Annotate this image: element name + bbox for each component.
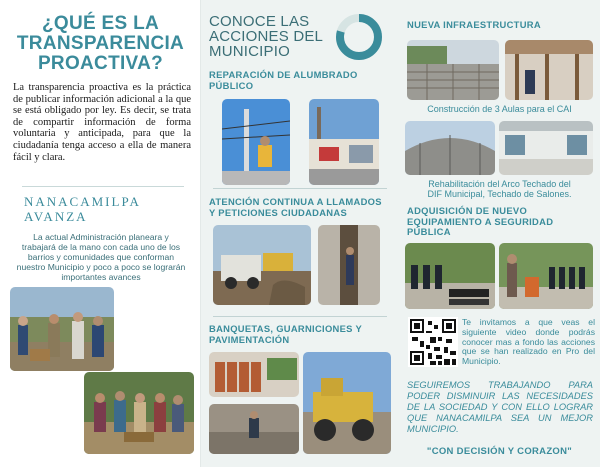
section-lighting-line2: PÚBLICO	[209, 79, 254, 91]
section-security-line3: PÚBLICA	[407, 226, 451, 237]
section-paving-line2: PAVIMENTACIÓN	[209, 333, 290, 345]
photo-meeting-outdoors	[10, 287, 114, 371]
divider	[213, 316, 387, 317]
slogan-heading	[24, 194, 184, 224]
right-panel	[399, 0, 600, 467]
photo-security-equipment-2	[499, 243, 593, 309]
photo-lighting-repair-2	[309, 99, 379, 185]
section-lighting-line1: REPARACIÓN DE ALUMBRADO	[209, 69, 358, 80]
section-petitions-line2: Y PETICIONES CIUDADANAS	[209, 206, 347, 218]
photo-security-equipment-1	[405, 243, 495, 309]
photo-lighting-repair-1	[222, 99, 290, 185]
photo-dif-arch-roof	[405, 121, 495, 175]
section-petitions-heading	[209, 197, 393, 218]
left-panel	[0, 0, 199, 467]
section-infrastructure-heading: NUEVA INFRAESTRUCTURA	[407, 19, 541, 30]
caption-classrooms: Construcción de 3 Aulas para el CAI	[427, 104, 572, 114]
photo-road-grader	[303, 352, 391, 454]
section-petitions-line1: ATENCIÓN CONTINUA A LLAMADOS	[209, 196, 382, 207]
administration-paragraph: La actual Administración planeara y trabajará de la mano con cada uno de los barrios y comunidades que conforman nuestro Municipio y poco a poco se lograrán importantes avances	[16, 232, 186, 282]
section-security-line2: EQUIPAMIENTO A SEGURIDAD	[407, 215, 554, 227]
photo-trench-work	[318, 225, 380, 305]
intro-paragraph: La transparencia proactiva es la práctica de publicar información adicional a la que se está obligado por ley. Es decir, se trata de compartir información de forma voluntaria y anticipada, para que la ciudadanía tenga acceso a ella de manera fácil y clara.	[13, 82, 191, 163]
main-heading	[8, 14, 193, 74]
slogan-line2: AVANZA	[24, 209, 88, 224]
photo-classroom-construction-1	[407, 40, 499, 100]
main-heading-line2: TRANSPARENCIA	[16, 33, 185, 54]
section-security-line1: ADQUISICIÓN DE NUEVO	[407, 205, 528, 216]
main-heading-line3: PROACTIVA?	[37, 53, 164, 74]
divider	[213, 188, 387, 189]
section-lighting-heading	[209, 70, 393, 91]
qr-code-icon[interactable]	[408, 317, 458, 367]
section-paving-line1: BANQUETAS, GUARNICIONES Y	[209, 323, 362, 334]
actions-heading-line2: ACCIONES DEL	[209, 28, 324, 45]
closing-statement: SEGUIREMOS TRABAJANDO PARA PODER DISMINUIR LAS NECESIDADES DE LA SOCIEDAD Y CON ELLO LOGRAR QUE NANACAMILPA SEA UN MEJOR MUNICIPIO.	[407, 380, 593, 434]
donut-graphic	[335, 13, 383, 61]
photo-pipe-stack	[209, 352, 299, 397]
photo-paving-work	[209, 404, 299, 454]
photo-community-gathering	[84, 372, 194, 454]
main-heading-line1: ¿QUÉ ES LA	[41, 13, 159, 34]
section-security-heading	[407, 206, 595, 238]
section-paving-heading	[209, 324, 393, 345]
photo-classroom-construction-2	[505, 40, 593, 100]
motto: "CON DECISIÓN Y CORAZON"	[426, 446, 573, 457]
photo-roofed-hall	[499, 121, 593, 175]
caption-dif	[405, 179, 594, 199]
actions-heading-line1: CONOCE LAS	[209, 13, 310, 30]
slogan-line1: NANACAMILPA	[24, 194, 141, 209]
qr-invitation-text: Te invitamos a que veas el siguiente video donde podrás conocer mas a fondo las acciones que se han realizado en Pro del Municipio.	[462, 317, 595, 367]
caption-dif-line2: DIF Municipal, Techado de Salones.	[427, 189, 572, 199]
actions-heading	[209, 14, 337, 59]
divider	[22, 186, 184, 187]
caption-dif-line1: Rehabilitación del Arco Techado del	[428, 179, 571, 189]
photo-excavator-truck	[213, 225, 311, 305]
middle-panel	[200, 0, 400, 467]
actions-heading-line3: MUNICIPIO	[209, 43, 290, 60]
